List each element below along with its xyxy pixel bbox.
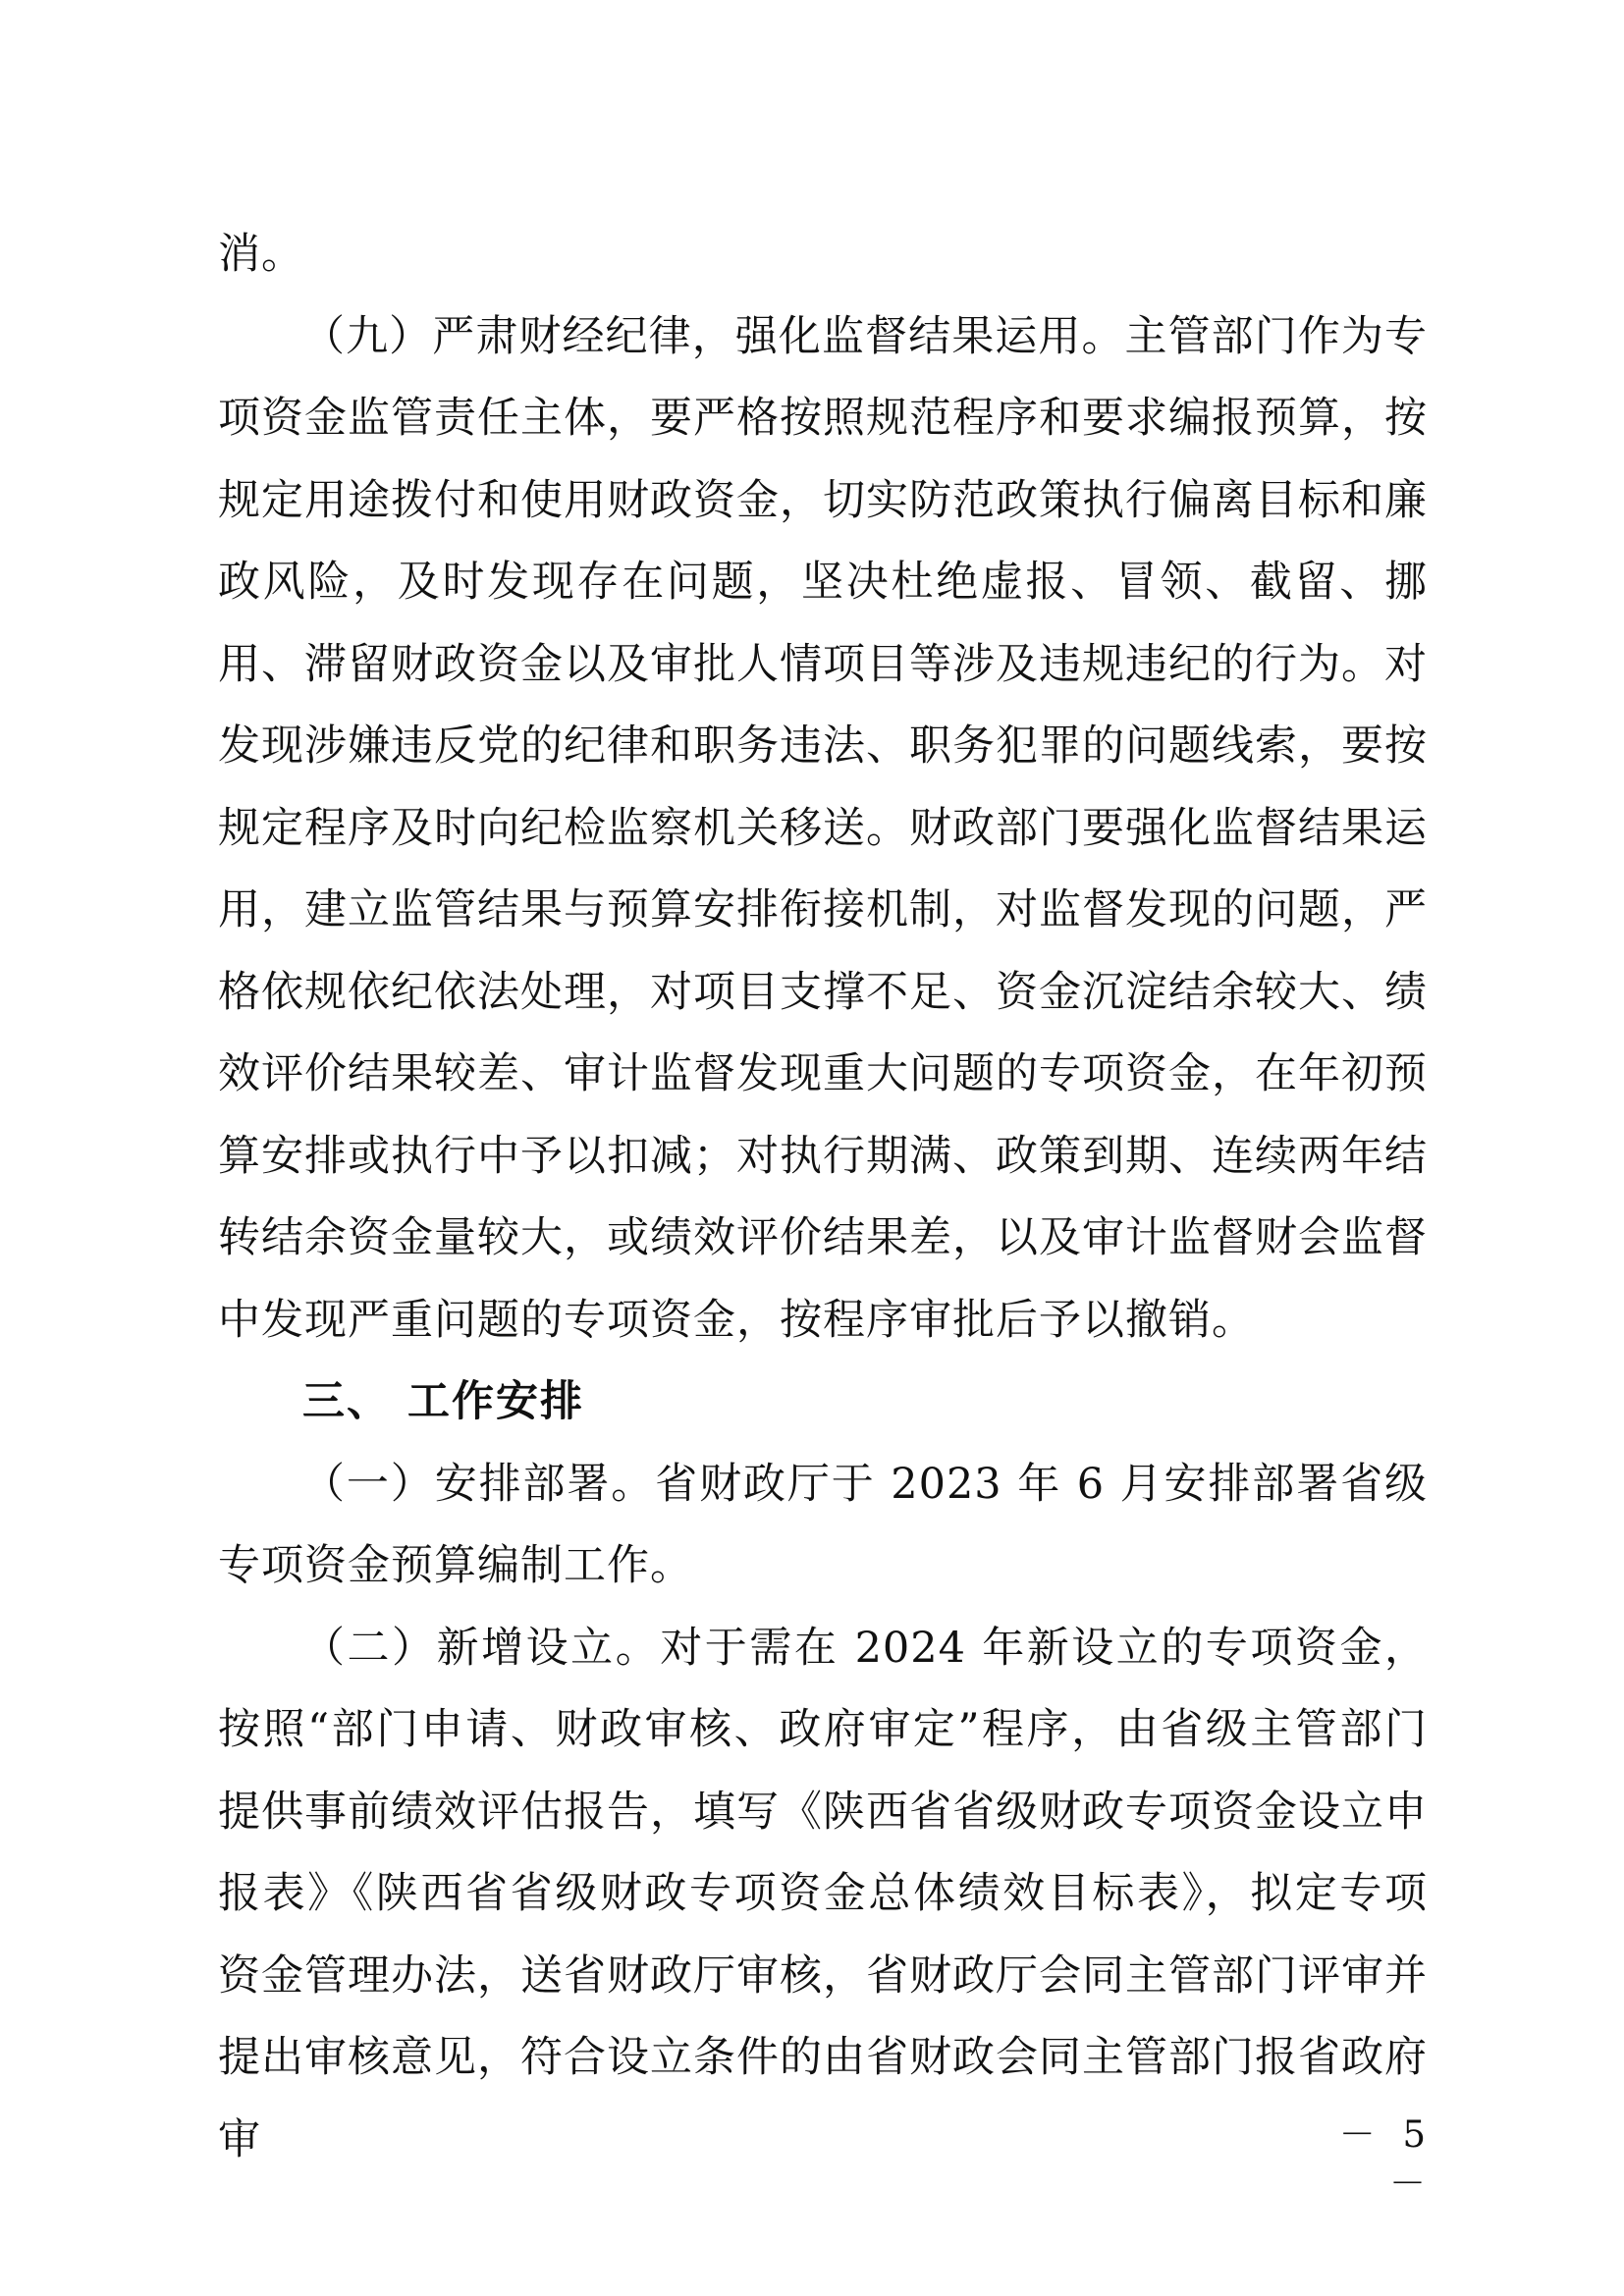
page-number: － 5 － <box>1338 2113 1434 2205</box>
section-heading-work-arrangement: 三、 工作安排 <box>302 1377 584 1426</box>
paragraph-one-deployment: （一）安排部署。省财政厅于 2023 年 6 月安排部署省级专项资金预算编制工作。 <box>218 1459 1428 1590</box>
document-body <box>218 214 1428 2181</box>
paragraph-nine-financial-discipline: （九）严肃财经纪律，强化监督结果运用。主管部门作为专项资金监管责任主体，要严格按照规范程序和要求编报预算，按规定用途拨付和使用财政资金，切实防范政策执行偏离目标和廉政风险，及时发现存在问题，坚决杜绝虚报、冒领、截留、挪用、滞留财政资金以及审批人情项目等涉及违规违纪的行为。对发现涉嫌违反党的纪律和职务违法、职务犯罪的问题线索，要按规定程序及时向纪检监察机关移送。财政部门要强化监督结果运用，建立监管结果与预算安排衔接机制，对监督发现的问题，严格依规依纪依法处理，对项目支撑不足、资金沉淀结余较大、绩效评价结果较差、审计监督发现重大问题的专项资金，在年初预算安排或执行中予以扣减；对执行期满、政策到期、连续两年结转结余资金量较大，或绩效评价结果差，以及审计监督财会监督中发现严重问题的专项资金，按程序审批后予以撤销。 <box>218 311 1428 1345</box>
paragraph-continuation: 消。 <box>218 230 304 279</box>
paragraph-two-new-establishment: （二）新增设立。对于需在 2024 年新设立的专项资金，按照“部门申请、财政审核、政府审定”程序，由省级主管部门提供事前绩效评估报告，填写《陕西省省级财政专项资金设立申报表》《陕西省省级财政专项资金总体绩效目标表》，拟定专项资金管理办法，送省财政厅审核，省财政厅会同主管部门评审并提出审核意见，符合设立条件的由省财政会同主管部门报省政府审 <box>218 1623 1428 2164</box>
